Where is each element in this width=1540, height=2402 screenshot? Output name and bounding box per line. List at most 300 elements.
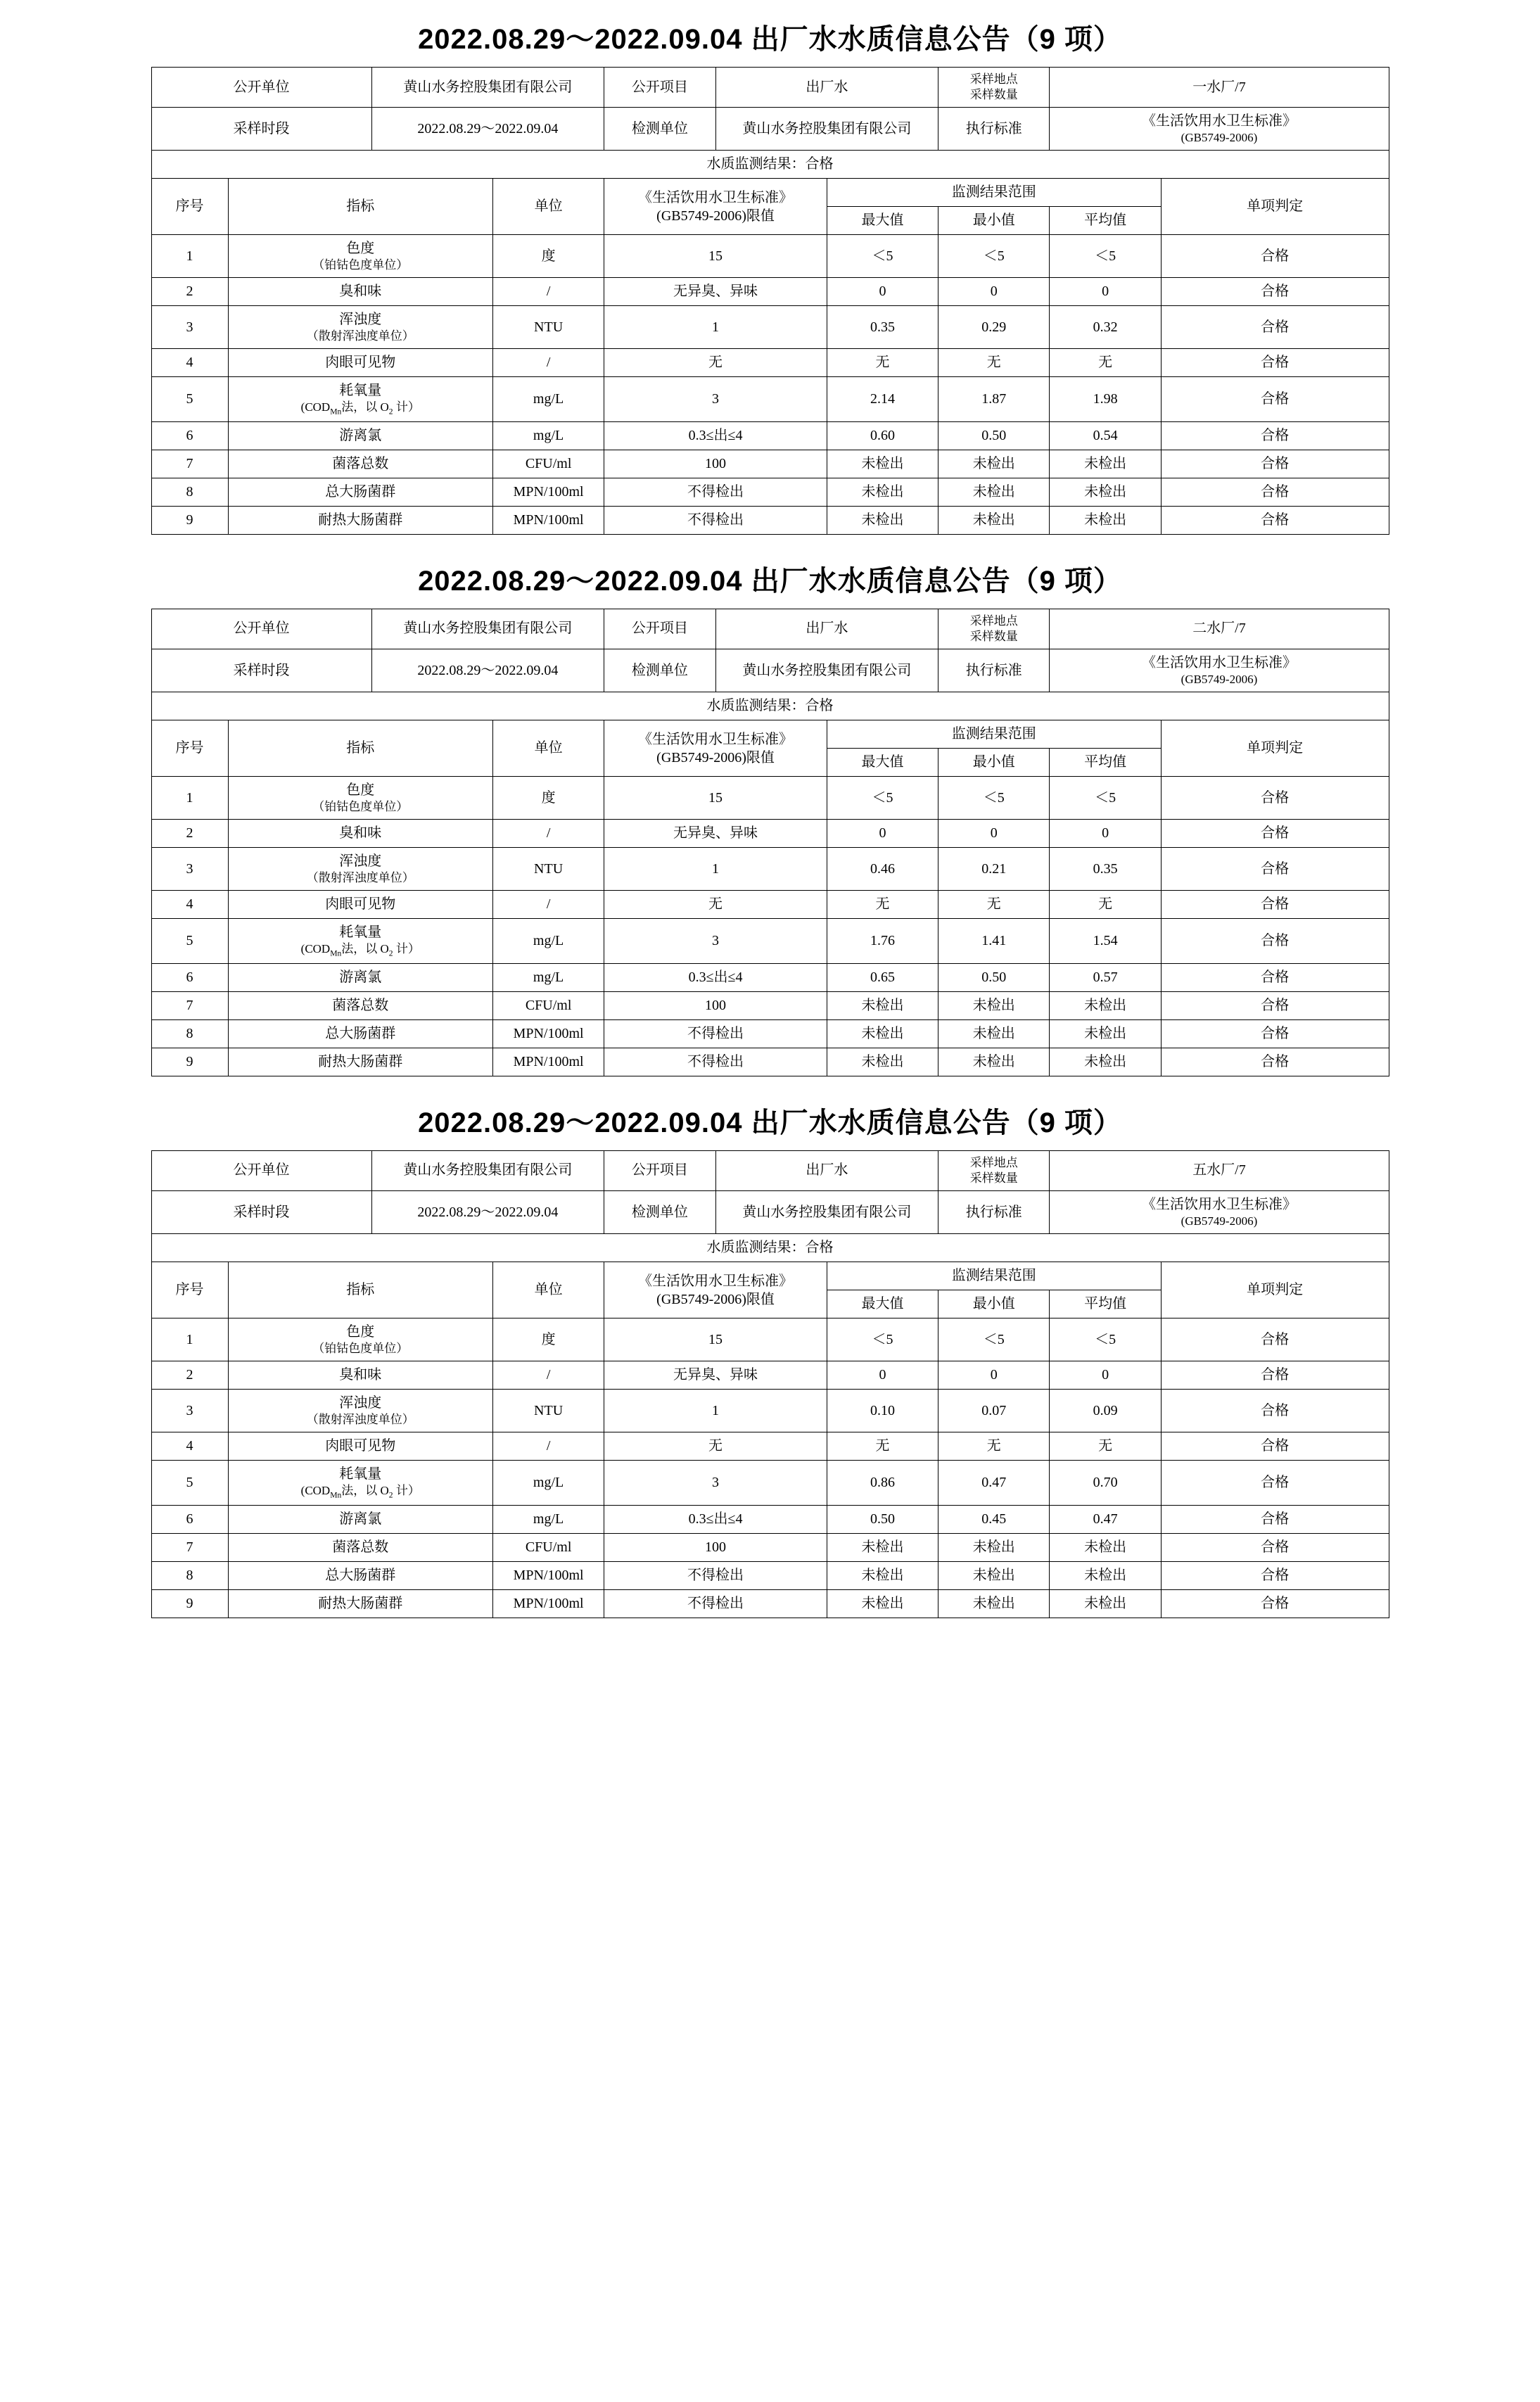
col-index: 序号 bbox=[151, 1262, 228, 1318]
cell-index: 1 bbox=[151, 1318, 228, 1361]
cell-avg: 0.09 bbox=[1050, 1390, 1161, 1432]
cell-avg: 未检出 bbox=[1050, 1048, 1161, 1076]
cell-max: 0.86 bbox=[827, 1461, 938, 1505]
col-min: 最小值 bbox=[938, 207, 1050, 235]
cell-index: 8 bbox=[151, 1019, 228, 1048]
col-judgement: 单项判定 bbox=[1161, 1262, 1389, 1318]
result-note: 水质监测结果：合格 bbox=[151, 1234, 1389, 1262]
standard-value: 《生活饮用水卫生标准》 (GB5749-2006) bbox=[1050, 1190, 1389, 1233]
project-value: 出厂水 bbox=[715, 609, 938, 649]
col-index: 序号 bbox=[151, 720, 228, 777]
cell-min: 未检出 bbox=[938, 506, 1050, 534]
cell-avg: 未检出 bbox=[1050, 1561, 1161, 1589]
page-title: 2022.08.29～2022.09.04 出厂水水质信息公告（9 项） bbox=[418, 1107, 1122, 1138]
cell-unit: / bbox=[492, 820, 604, 848]
cell-max: 未检出 bbox=[827, 1589, 938, 1618]
publisher-label: 公开单位 bbox=[151, 68, 371, 108]
cell-judgement: 合格 bbox=[1161, 478, 1389, 506]
page-title: 2022.08.29～2022.09.04 出厂水水质信息公告（9 项） bbox=[418, 24, 1122, 55]
cell-indicator: 游离氯 bbox=[228, 1505, 492, 1533]
table-row bbox=[151, 1533, 1389, 1561]
project-value: 出厂水 bbox=[715, 1150, 938, 1190]
cell-limit: 100 bbox=[604, 1533, 827, 1561]
cell-unit: NTU bbox=[492, 848, 604, 891]
cell-limit: 15 bbox=[604, 235, 827, 278]
table-row bbox=[151, 421, 1389, 450]
cell-judgement: 合格 bbox=[1161, 1361, 1389, 1390]
table-row bbox=[151, 820, 1389, 848]
cell-indicator: 肉眼可见物 bbox=[228, 1432, 492, 1461]
cell-max: 未检出 bbox=[827, 1533, 938, 1561]
cell-indicator: 色度 （铂钴色度单位） bbox=[228, 1318, 492, 1361]
col-max: 最大值 bbox=[827, 1290, 938, 1318]
cell-unit: MPN/100ml bbox=[492, 1589, 604, 1618]
cell-max: 2.14 bbox=[827, 377, 938, 421]
cell-avg: 0.32 bbox=[1050, 306, 1161, 349]
table-row bbox=[151, 1505, 1389, 1533]
cell-index: 2 bbox=[151, 278, 228, 306]
period-label: 采样时段 bbox=[151, 108, 371, 151]
cell-avg: ＜5 bbox=[1050, 777, 1161, 820]
publisher-value: 黄山水务控股集团有限公司 bbox=[371, 609, 604, 649]
cell-avg: 未检出 bbox=[1050, 1589, 1161, 1618]
cell-min: 未检出 bbox=[938, 991, 1050, 1019]
cell-judgement: 合格 bbox=[1161, 349, 1389, 377]
cell-unit: MPN/100ml bbox=[492, 1561, 604, 1589]
table-row bbox=[151, 1150, 1389, 1190]
cell-limit: 无 bbox=[604, 349, 827, 377]
cell-min: 无 bbox=[938, 891, 1050, 919]
col-limit: 《生活饮用水卫生标准》 (GB5749-2006)限值 bbox=[604, 1262, 827, 1318]
cell-limit: 不得检出 bbox=[604, 1561, 827, 1589]
cell-avg: 未检出 bbox=[1050, 1019, 1161, 1048]
publisher-value: 黄山水务控股集团有限公司 bbox=[371, 68, 604, 108]
table-row bbox=[151, 1190, 1389, 1233]
table-row bbox=[151, 777, 1389, 820]
cell-judgement: 合格 bbox=[1161, 1048, 1389, 1076]
cell-index: 7 bbox=[151, 991, 228, 1019]
cell-unit: mg/L bbox=[492, 919, 604, 963]
cell-indicator: 游离氯 bbox=[228, 421, 492, 450]
cell-limit: 0.3≤出≤4 bbox=[604, 421, 827, 450]
cell-unit: mg/L bbox=[492, 377, 604, 421]
cell-limit: 无 bbox=[604, 891, 827, 919]
project-label: 公开项目 bbox=[604, 1150, 715, 1190]
cell-indicator: 耗氧量 ($COD_{Mn}$法，以 $O_2$ 计） bbox=[228, 919, 492, 963]
cell-avg: 0.70 bbox=[1050, 1461, 1161, 1505]
cell-max: 未检出 bbox=[827, 991, 938, 1019]
cell-index: 9 bbox=[151, 1589, 228, 1618]
cell-indicator: 总大肠菌群 bbox=[228, 478, 492, 506]
cell-judgement: 合格 bbox=[1161, 820, 1389, 848]
cell-limit: 15 bbox=[604, 1318, 827, 1361]
cell-indicator: 浑浊度 （散射浑浊度单位） bbox=[228, 306, 492, 349]
col-limit: 《生活饮用水卫生标准》 (GB5749-2006)限值 bbox=[604, 179, 827, 235]
cell-min: 无 bbox=[938, 1432, 1050, 1461]
cell-limit: 无异臭、异味 bbox=[604, 820, 827, 848]
cell-unit: CFU/ml bbox=[492, 450, 604, 478]
publisher-value: 黄山水务控股集团有限公司 bbox=[371, 1150, 604, 1190]
report-table bbox=[151, 609, 1389, 1076]
table-row bbox=[151, 891, 1389, 919]
cell-indicator: 臭和味 bbox=[228, 278, 492, 306]
period-label: 采样时段 bbox=[151, 1190, 371, 1233]
cell-limit: 1 bbox=[604, 848, 827, 891]
cell-min: 无 bbox=[938, 349, 1050, 377]
col-indicator: 指标 bbox=[228, 179, 492, 235]
period-value: 2022.08.29～2022.09.04 bbox=[371, 649, 604, 692]
testing-unit-label: 检测单位 bbox=[604, 108, 715, 151]
table-header-row bbox=[151, 179, 1389, 207]
table-row bbox=[151, 1432, 1389, 1461]
table-row bbox=[151, 278, 1389, 306]
cell-unit: / bbox=[492, 891, 604, 919]
cell-indicator: 菌落总数 bbox=[228, 991, 492, 1019]
standard-label: 执行标准 bbox=[938, 649, 1050, 692]
cell-judgement: 合格 bbox=[1161, 1318, 1389, 1361]
cell-indicator: 总大肠菌群 bbox=[228, 1019, 492, 1048]
cell-limit: 1 bbox=[604, 306, 827, 349]
sampling-place-label: 采样地点 采样数量 bbox=[938, 609, 1050, 649]
cell-max: 未检出 bbox=[827, 478, 938, 506]
table-row bbox=[151, 1561, 1389, 1589]
cell-index: 6 bbox=[151, 963, 228, 991]
cell-unit: CFU/ml bbox=[492, 1533, 604, 1561]
cell-judgement: 合格 bbox=[1161, 991, 1389, 1019]
cell-max: 0.50 bbox=[827, 1505, 938, 1533]
table-row bbox=[151, 692, 1389, 720]
cell-min: 未检出 bbox=[938, 1019, 1050, 1048]
cell-index: 8 bbox=[151, 478, 228, 506]
cell-judgement: 合格 bbox=[1161, 1505, 1389, 1533]
col-max: 最大值 bbox=[827, 207, 938, 235]
cell-judgement: 合格 bbox=[1161, 278, 1389, 306]
table-row bbox=[151, 1234, 1389, 1262]
table-row bbox=[151, 1318, 1389, 1361]
sampling-place-value: 二水厂/7 bbox=[1050, 609, 1389, 649]
col-indicator: 指标 bbox=[228, 720, 492, 777]
cell-indicator: 游离氯 bbox=[228, 963, 492, 991]
cell-max: 未检出 bbox=[827, 1561, 938, 1589]
cell-min: 1.41 bbox=[938, 919, 1050, 963]
cell-unit: NTU bbox=[492, 1390, 604, 1432]
cell-unit: / bbox=[492, 278, 604, 306]
col-judgement: 单项判定 bbox=[1161, 720, 1389, 777]
cell-min: 未检出 bbox=[938, 1048, 1050, 1076]
table-row bbox=[151, 1048, 1389, 1076]
cell-judgement: 合格 bbox=[1161, 421, 1389, 450]
cell-judgement: 合格 bbox=[1161, 306, 1389, 349]
col-range-group: 监测结果范围 bbox=[827, 720, 1161, 749]
cell-judgement: 合格 bbox=[1161, 1561, 1389, 1589]
col-min: 最小值 bbox=[938, 1290, 1050, 1318]
cell-avg: 1.54 bbox=[1050, 919, 1161, 963]
cell-index: 4 bbox=[151, 1432, 228, 1461]
cell-avg: 未检出 bbox=[1050, 478, 1161, 506]
cell-indicator: 色度 （铂钴色度单位） bbox=[228, 235, 492, 278]
cell-limit: 3 bbox=[604, 919, 827, 963]
cell-unit: mg/L bbox=[492, 1461, 604, 1505]
standard-label: 执行标准 bbox=[938, 108, 1050, 151]
cell-judgement: 合格 bbox=[1161, 1432, 1389, 1461]
col-avg: 平均值 bbox=[1050, 1290, 1161, 1318]
cell-max: 0.65 bbox=[827, 963, 938, 991]
cell-judgement: 合格 bbox=[1161, 891, 1389, 919]
standard-value: 《生活饮用水卫生标准》 (GB5749-2006) bbox=[1050, 649, 1389, 692]
cell-unit: mg/L bbox=[492, 421, 604, 450]
cell-index: 9 bbox=[151, 1048, 228, 1076]
project-value: 出厂水 bbox=[715, 68, 938, 108]
cell-unit: 度 bbox=[492, 235, 604, 278]
cell-avg: 无 bbox=[1050, 1432, 1161, 1461]
cell-max: 无 bbox=[827, 1432, 938, 1461]
table-row bbox=[151, 349, 1389, 377]
cell-judgement: 合格 bbox=[1161, 1533, 1389, 1561]
cell-index: 1 bbox=[151, 777, 228, 820]
cell-limit: 不得检出 bbox=[604, 506, 827, 534]
cell-index: 8 bbox=[151, 1561, 228, 1589]
cell-limit: 1 bbox=[604, 1390, 827, 1432]
cell-max: 0 bbox=[827, 1361, 938, 1390]
col-unit: 单位 bbox=[492, 720, 604, 777]
cell-unit: NTU bbox=[492, 306, 604, 349]
col-range-group: 监测结果范围 bbox=[827, 1262, 1161, 1290]
cell-avg: ＜5 bbox=[1050, 1318, 1161, 1361]
cell-judgement: 合格 bbox=[1161, 848, 1389, 891]
table-row bbox=[151, 1390, 1389, 1432]
col-index: 序号 bbox=[151, 179, 228, 235]
cell-judgement: 合格 bbox=[1161, 506, 1389, 534]
testing-unit-value: 黄山水务控股集团有限公司 bbox=[715, 108, 938, 151]
cell-max: 1.76 bbox=[827, 919, 938, 963]
cell-min: 0.07 bbox=[938, 1390, 1050, 1432]
table-row bbox=[151, 609, 1389, 649]
cell-index: 4 bbox=[151, 349, 228, 377]
cell-min: 0.50 bbox=[938, 421, 1050, 450]
cell-min: 1.87 bbox=[938, 377, 1050, 421]
sampling-place-value: 一水厂/7 bbox=[1050, 68, 1389, 108]
cell-unit: MPN/100ml bbox=[492, 478, 604, 506]
table-row bbox=[151, 377, 1389, 421]
cell-index: 7 bbox=[151, 450, 228, 478]
cell-judgement: 合格 bbox=[1161, 963, 1389, 991]
cell-avg: 0.35 bbox=[1050, 848, 1161, 891]
cell-limit: 无异臭、异味 bbox=[604, 1361, 827, 1390]
report-block bbox=[151, 17, 1389, 535]
cell-max: 0.46 bbox=[827, 848, 938, 891]
cell-max: 未检出 bbox=[827, 1048, 938, 1076]
table-row bbox=[151, 1589, 1389, 1618]
cell-unit: 度 bbox=[492, 1318, 604, 1361]
cell-min: 未检出 bbox=[938, 1561, 1050, 1589]
table-row bbox=[151, 1361, 1389, 1390]
testing-unit-value: 黄山水务控股集团有限公司 bbox=[715, 1190, 938, 1233]
cell-indicator: 浑浊度 （散射浑浊度单位） bbox=[228, 1390, 492, 1432]
col-unit: 单位 bbox=[492, 1262, 604, 1318]
sampling-place-value: 五水厂/7 bbox=[1050, 1150, 1389, 1190]
cell-indicator: 耐热大肠菌群 bbox=[228, 506, 492, 534]
cell-avg: 0.54 bbox=[1050, 421, 1161, 450]
cell-max: 0 bbox=[827, 278, 938, 306]
table-row bbox=[151, 649, 1389, 692]
cell-judgement: 合格 bbox=[1161, 377, 1389, 421]
cell-unit: / bbox=[492, 1432, 604, 1461]
table-row bbox=[151, 991, 1389, 1019]
cell-index: 9 bbox=[151, 506, 228, 534]
cell-max: 0.35 bbox=[827, 306, 938, 349]
testing-unit-label: 检测单位 bbox=[604, 1190, 715, 1233]
cell-index: 3 bbox=[151, 306, 228, 349]
cell-indicator: 耐热大肠菌群 bbox=[228, 1589, 492, 1618]
cell-judgement: 合格 bbox=[1161, 450, 1389, 478]
cell-min: 0.21 bbox=[938, 848, 1050, 891]
cell-index: 7 bbox=[151, 1533, 228, 1561]
cell-min: ＜5 bbox=[938, 777, 1050, 820]
result-note: 水质监测结果：合格 bbox=[151, 151, 1389, 179]
cell-min: 0 bbox=[938, 1361, 1050, 1390]
col-avg: 平均值 bbox=[1050, 207, 1161, 235]
cell-index: 5 bbox=[151, 1461, 228, 1505]
cell-index: 4 bbox=[151, 891, 228, 919]
publisher-label: 公开单位 bbox=[151, 1150, 371, 1190]
table-row bbox=[151, 306, 1389, 349]
cell-max: 无 bbox=[827, 891, 938, 919]
period-value: 2022.08.29～2022.09.04 bbox=[371, 1190, 604, 1233]
cell-avg: 1.98 bbox=[1050, 377, 1161, 421]
table-row bbox=[151, 235, 1389, 278]
project-label: 公开项目 bbox=[604, 609, 715, 649]
cell-limit: 3 bbox=[604, 1461, 827, 1505]
cell-min: 0.50 bbox=[938, 963, 1050, 991]
cell-limit: 不得检出 bbox=[604, 1019, 827, 1048]
cell-limit: 不得检出 bbox=[604, 1048, 827, 1076]
cell-max: 0 bbox=[827, 820, 938, 848]
report-block bbox=[151, 1100, 1389, 1618]
cell-limit: 无 bbox=[604, 1432, 827, 1461]
cell-max: ＜5 bbox=[827, 235, 938, 278]
cell-limit: 100 bbox=[604, 991, 827, 1019]
cell-limit: 100 bbox=[604, 450, 827, 478]
cell-min: ＜5 bbox=[938, 1318, 1050, 1361]
cell-unit: / bbox=[492, 1361, 604, 1390]
cell-max: ＜5 bbox=[827, 777, 938, 820]
cell-index: 3 bbox=[151, 848, 228, 891]
cell-max: 未检出 bbox=[827, 506, 938, 534]
page-title: 2022.08.29～2022.09.04 出厂水水质信息公告（9 项） bbox=[418, 565, 1122, 597]
table-row bbox=[151, 108, 1389, 151]
cell-min: 0.45 bbox=[938, 1505, 1050, 1533]
cell-min: 未检出 bbox=[938, 478, 1050, 506]
table-header-row bbox=[151, 720, 1389, 749]
table-row bbox=[151, 506, 1389, 534]
cell-limit: 无异臭、异味 bbox=[604, 278, 827, 306]
cell-indicator: 耗氧量 ($COD_{Mn}$法，以 $O_2$ 计） bbox=[228, 1461, 492, 1505]
cell-indicator: 肉眼可见物 bbox=[228, 349, 492, 377]
cell-unit: MPN/100ml bbox=[492, 1048, 604, 1076]
cell-avg: 未检出 bbox=[1050, 450, 1161, 478]
report-table bbox=[151, 67, 1389, 535]
table-row bbox=[151, 919, 1389, 963]
cell-limit: 不得检出 bbox=[604, 478, 827, 506]
cell-limit: 0.3≤出≤4 bbox=[604, 963, 827, 991]
cell-judgement: 合格 bbox=[1161, 777, 1389, 820]
cell-limit: 15 bbox=[604, 777, 827, 820]
table-row bbox=[151, 1461, 1389, 1505]
cell-avg: 无 bbox=[1050, 891, 1161, 919]
cell-min: 0.29 bbox=[938, 306, 1050, 349]
cell-index: 3 bbox=[151, 1390, 228, 1432]
cell-indicator: 耗氧量 ($COD_{Mn}$法，以 $O_2$ 计） bbox=[228, 377, 492, 421]
cell-avg: 未检出 bbox=[1050, 1533, 1161, 1561]
table-row bbox=[151, 68, 1389, 108]
cell-avg: 0.57 bbox=[1050, 963, 1161, 991]
result-note: 水质监测结果：合格 bbox=[151, 692, 1389, 720]
table-row bbox=[151, 1019, 1389, 1048]
cell-index: 5 bbox=[151, 919, 228, 963]
cell-limit: 不得检出 bbox=[604, 1589, 827, 1618]
cell-index: 2 bbox=[151, 820, 228, 848]
cell-unit: 度 bbox=[492, 777, 604, 820]
cell-avg: 0 bbox=[1050, 1361, 1161, 1390]
cell-limit: 0.3≤出≤4 bbox=[604, 1505, 827, 1533]
cell-min: 未检出 bbox=[938, 450, 1050, 478]
cell-avg: 未检出 bbox=[1050, 991, 1161, 1019]
col-range-group: 监测结果范围 bbox=[827, 179, 1161, 207]
cell-avg: 无 bbox=[1050, 349, 1161, 377]
cell-index: 5 bbox=[151, 377, 228, 421]
col-judgement: 单项判定 bbox=[1161, 179, 1389, 235]
project-label: 公开项目 bbox=[604, 68, 715, 108]
sampling-place-label: 采样地点 采样数量 bbox=[938, 1150, 1050, 1190]
col-limit: 《生活饮用水卫生标准》 (GB5749-2006)限值 bbox=[604, 720, 827, 777]
col-min: 最小值 bbox=[938, 749, 1050, 777]
cell-unit: MPN/100ml bbox=[492, 1019, 604, 1048]
col-avg: 平均值 bbox=[1050, 749, 1161, 777]
table-header-row bbox=[151, 1262, 1389, 1290]
cell-avg: 未检出 bbox=[1050, 506, 1161, 534]
cell-avg: 0.47 bbox=[1050, 1505, 1161, 1533]
table-row bbox=[151, 963, 1389, 991]
period-label: 采样时段 bbox=[151, 649, 371, 692]
report-block bbox=[151, 559, 1389, 1076]
col-indicator: 指标 bbox=[228, 1262, 492, 1318]
standard-label: 执行标准 bbox=[938, 1190, 1050, 1233]
cell-judgement: 合格 bbox=[1161, 235, 1389, 278]
cell-indicator: 菌落总数 bbox=[228, 1533, 492, 1561]
cell-min: ＜5 bbox=[938, 235, 1050, 278]
cell-unit: mg/L bbox=[492, 1505, 604, 1533]
table-row bbox=[151, 848, 1389, 891]
period-value: 2022.08.29～2022.09.04 bbox=[371, 108, 604, 151]
testing-unit-label: 检测单位 bbox=[604, 649, 715, 692]
cell-indicator: 浑浊度 （散射浑浊度单位） bbox=[228, 848, 492, 891]
cell-min: 0.47 bbox=[938, 1461, 1050, 1505]
cell-indicator: 耐热大肠菌群 bbox=[228, 1048, 492, 1076]
publisher-label: 公开单位 bbox=[151, 609, 371, 649]
cell-max: 未检出 bbox=[827, 450, 938, 478]
cell-judgement: 合格 bbox=[1161, 1390, 1389, 1432]
cell-judgement: 合格 bbox=[1161, 919, 1389, 963]
cell-unit: mg/L bbox=[492, 963, 604, 991]
cell-avg: 0 bbox=[1050, 820, 1161, 848]
cell-avg: 0 bbox=[1050, 278, 1161, 306]
cell-judgement: 合格 bbox=[1161, 1589, 1389, 1618]
table-row bbox=[151, 151, 1389, 179]
cell-min: 0 bbox=[938, 820, 1050, 848]
cell-index: 2 bbox=[151, 1361, 228, 1390]
standard-value: 《生活饮用水卫生标准》 (GB5749-2006) bbox=[1050, 108, 1389, 151]
cell-min: 未检出 bbox=[938, 1533, 1050, 1561]
